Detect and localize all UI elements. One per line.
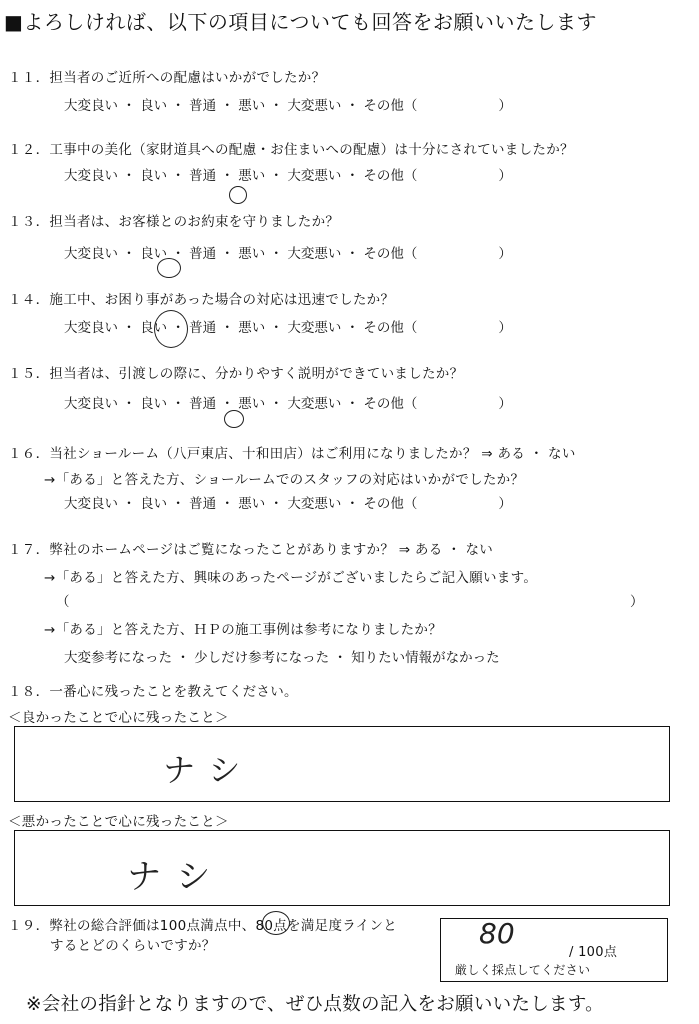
question-17: １７．弊社のホームページはご覧になったことがありますか？ ⇒ ある ・ ない [8,542,494,558]
q18-good-label: ＜良かったことで心に残ったこと＞ [8,710,229,726]
q16-sub: →「ある」と答えた方、ショールームでのスタッフの対応はいかがでしたか？ [44,472,525,488]
question-19-line2: するとどのくらいですか？ [50,938,216,954]
q18-good-answer: ナシ [163,751,255,789]
q19-80-circle [262,911,290,935]
q18-bad-answer: ナシ [127,857,227,897]
q15-answer-mark [224,410,244,428]
q13-options: 大変良い ・ 良い ・ 普通 ・ 悪い ・ 大変悪い ・ その他（ ） [64,246,512,262]
question-13: １３．担当者は、お客様とのお約束を守りましたか？ [8,214,340,230]
question-11: １１．担当者のご近所への配慮はいかがでしたか？ [8,70,326,86]
question-16: １６．当社ショールーム（八戸東店、十和田店）はご利用になりましたか？ ⇒ ある ・ ない [8,446,576,462]
page-footer: ※会社の指針となりますので、ぜひ点数の記入をお願いいたします。 [26,994,604,1015]
q14-options: 大変良い ・ 良い ・ 普通 ・ 悪い ・ 大変悪い ・ その他（ ） [64,320,512,336]
question-15: １５．担当者は、引渡しの際に、分かりやすく説明ができていましたか？ [8,366,464,382]
q18-bad-label: ＜悪かったことで心に残ったこと＞ [8,814,229,830]
question-18: １８．一番心に残ったことを教えてください。 [8,684,298,700]
question-14: １４．施工中、お困り事があった場合の対応は迅速でしたか？ [8,292,395,308]
q17-paren-open: （ [56,594,70,610]
q17-sub1: →「ある」と答えた方、興味のあったページがございましたらご記入願います。 [44,570,538,586]
q16-options: 大変良い ・ 良い ・ 普通 ・ 悪い ・ 大変悪い ・ その他（ ） [64,496,512,512]
q17-sub2: →「ある」と答えた方、ＨＰの施工事例は参考になりましたか？ [44,622,443,638]
q13-answer-mark [157,258,181,278]
q19-score-box [440,918,668,982]
q19-max: / 100点 [569,945,618,960]
q17-paren-close: ） [630,594,644,610]
page-header: ■よろしければ、以下の項目についても回答をお願いいたします [4,10,597,34]
q18-bad-box [14,830,670,906]
q18-good-box [14,726,670,802]
q15-options: 大変良い ・ 良い ・ 普通 ・ 悪い ・ 大変悪い ・ その他（ ） [64,396,512,412]
q17-options: 大変参考になった ・ 少しだけ参考になった ・ 知りたい情報がなかった [64,650,500,666]
q12-options: 大変良い ・ 良い ・ 普通 ・ 悪い ・ 大変悪い ・ その他（ ） [64,168,512,184]
q19-note: 厳しく採点してください [455,963,591,977]
q19-score: 80 [479,917,515,950]
q14-answer-mark [154,310,188,348]
q11-options: 大変良い ・ 良い ・ 普通 ・ 悪い ・ 大変悪い ・ その他（ ） [64,98,512,114]
q12-answer-mark [229,186,247,204]
question-19-line1: １９．弊社の総合評価は100点満点中、80点を満足度ラインと [8,918,398,934]
question-12: １２．工事中の美化（家財道具への配慮・お住まいへの配慮）は十分にされていましたか？ [8,142,574,158]
